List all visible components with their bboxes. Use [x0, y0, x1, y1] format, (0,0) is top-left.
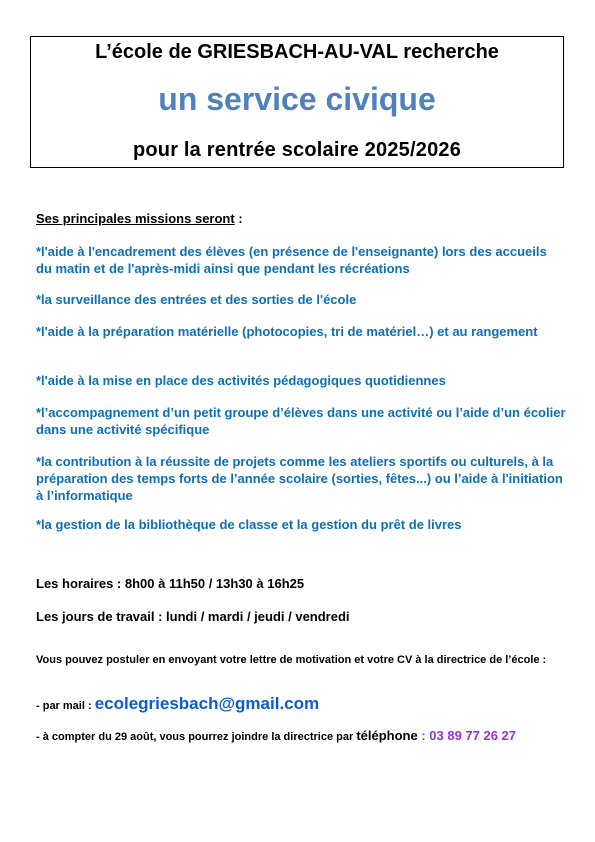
- schedule-hours: Les horaires : 8h00 à 11h50 / 13h30 à 16h25: [36, 576, 305, 591]
- mission-item: *la gestion de la bibliothèque de classe et la gestion du prêt de livres: [36, 517, 462, 532]
- mission-item: *la surveillance des entrées et des sorties de l'école: [36, 292, 357, 307]
- missions-title-text: Ses principales missions seront: [36, 211, 235, 226]
- phone-number[interactable]: : 03 89 77 26 27: [417, 728, 517, 743]
- header-headline: un service civique: [158, 81, 436, 117]
- header-subtitle: pour la rentrée scolaire 2025/2026: [132, 139, 462, 161]
- mission-item: *l’accompagnement d’un petit groupe d’élèves dans une activité ou l’aide d’un écolier dans une activité spécifique: [36, 405, 566, 437]
- email-link[interactable]: ecolegriesbach@gmail.com: [94, 694, 320, 713]
- phone-line: [36, 728, 516, 743]
- mail-prefix: - par mail :: [36, 700, 95, 712]
- mission-item: *l'aide à l'encadrement des élèves (en présence de l'enseignante) lors des accueils du matin et de l'après-midi ainsi que pendant les récréations: [36, 244, 547, 276]
- mission-item: *l'aide à la mise en place des activités pédagogiques quotidiennes: [36, 373, 446, 388]
- phone-word: téléphone: [356, 728, 418, 743]
- apply-intro: Vous pouvez postuler en envoyant votre lettre de motivation et votre CV à la directrice de l’école :: [36, 654, 547, 666]
- phone-prefix: - à compter du 29 août, vous pourrez joindre la directrice par: [36, 731, 357, 743]
- mission-item: *l'aide à la préparation matérielle (photocopies, tri de matériel…) et au rangement: [36, 324, 538, 339]
- missions-title-suffix: :: [234, 211, 243, 226]
- mission-item: *la contribution à la réussite de projets comme les ateliers sportifs ou culturels, à la préparation des temps forts de l’année scolaire (sorties, fêtes...) ou l’aide à l'initiation à l’informatique: [36, 454, 563, 503]
- mail-line: [36, 694, 319, 714]
- missions-title: [36, 211, 243, 226]
- header-title: L’école de GRIESBACH-AU-VAL recherche: [95, 41, 499, 63]
- header-box: [30, 36, 564, 168]
- schedule-days: Les jours de travail : lundi / mardi / jeudi / vendredi: [36, 609, 350, 624]
